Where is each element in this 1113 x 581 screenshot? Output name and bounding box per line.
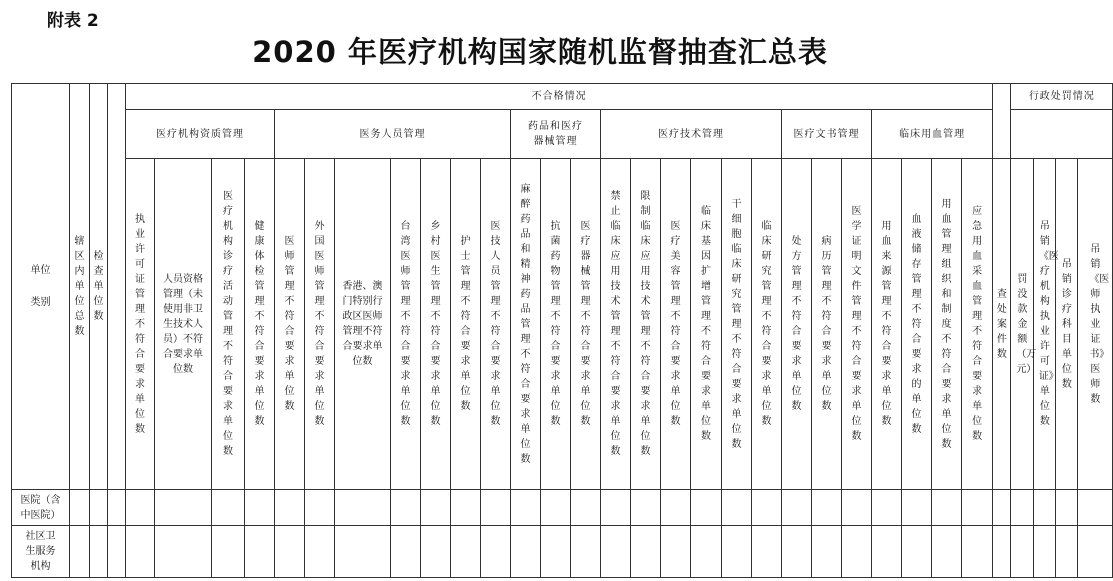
appendix-label: 附表 2 [47,11,99,31]
row-label: 社区卫生服务机构 [12,526,70,578]
group-staff: 医务人员管理 [275,110,511,159]
penalty-subheader [1011,110,1113,159]
col-stem-cell: 干细胞临床研究管理不符合要求单位数 [722,159,752,490]
col-activity: 医疗机构诊疗活动管理不符合要求单位数 [212,159,245,490]
col-narcotic: 麻醉药品和精神药品管理不符合要求单位数 [511,159,541,490]
col-revoke-subject: 吊销诊疗科目单位数 [1056,159,1078,490]
col-revoke-license: 吊销《医疗机构执业许可证》单位数 [1034,159,1056,490]
col-nurse: 护士管理不符合要求单位数 [451,159,481,490]
row-label: 医院（含中医院） [12,490,70,526]
col-forbidden-tech: 禁止临床应用技术管理不符合要求单位数 [601,159,631,490]
col-blood-source: 用血来源管理不符合要求单位数 [872,159,902,490]
col-technician: 医技人员管理不符合要求单位数 [481,159,511,490]
unit-category-header [12,84,70,490]
col-staff-qual: 人员资格管理（未使用非卫生技术人员）不符合要求单位数 [155,159,212,490]
col-clinical-research: 临床研究管理不符合要求单位数 [752,159,782,490]
group-qualification: 医疗机构资质管理 [126,110,275,159]
col-certificate: 医学证明文件管理不符合要求单位数 [842,159,872,490]
group-blood: 临床用血管理 [872,110,993,159]
category-label: 类别 [30,296,51,308]
col-medical-record: 病历管理不符合要求单位数 [812,159,842,490]
unit-label: 单位 [30,264,51,276]
penalty-header: 行政处罚情况 [1011,84,1113,110]
table-row [12,490,1113,526]
col-license: 执业许可证管理不符合要求单位数 [126,159,155,490]
col-emergency-blood: 应急用血采血管理不符合要求单位数 [962,159,993,490]
table-row [12,526,1113,578]
group-documents: 医疗文书管理 [782,110,872,159]
penalty-gap-header [993,84,1011,159]
col-device: 医疗器械管理不符合要求单位数 [571,159,601,490]
checked-units-header: 检查单位数 [90,84,108,490]
col-revoke-certificate: 吊销《医师执业证书》医师数 [1078,159,1113,490]
col-taiwan: 台湾医师管理不符合要求单位数 [391,159,421,490]
col-antibiotic: 抗菌药物管理不符合要求单位数 [541,159,571,490]
col-blood-storage: 血液储存管理不符合要求的单位数 [902,159,932,490]
col-prescription: 处方管理不符合要求单位数 [782,159,812,490]
blank-header [108,84,126,490]
col-cases: 查处案件数 [993,159,1011,490]
col-village-doctor: 乡村医生管理不符合要求单位数 [421,159,451,490]
group-drug-device: 药品和医疗器械管理 [511,110,601,159]
col-blood-system: 用血管理组织和制度不符合要求单位数 [932,159,962,490]
col-restricted-tech: 限制临床应用技术管理不符合要求单位数 [631,159,661,490]
col-health-check: 健康体检管理不符合要求单位数 [245,159,275,490]
total-units-header: 辖区内单位总数 [70,84,90,490]
col-foreign-physician: 外国医师管理不符合要求单位数 [305,159,335,490]
page-title: 2020 年医疗机构国家随机监督抽查汇总表 [252,35,828,69]
summary-table [11,83,1113,578]
col-cosmetic: 医疗美容管理不符合要求单位数 [661,159,691,490]
col-fines: 罚没款金额（万元） [1011,159,1034,490]
col-gene: 临床基因扩增管理不符合要求单位数 [691,159,722,490]
col-physician: 医师管理不符合要求单位数 [275,159,305,490]
group-technology: 医疗技术管理 [601,110,782,159]
nonconform-header: 不合格情况 [126,84,993,110]
col-hk-macao: 香港、澳门特别行政区医师管理不符合要求单位数 [335,159,391,490]
